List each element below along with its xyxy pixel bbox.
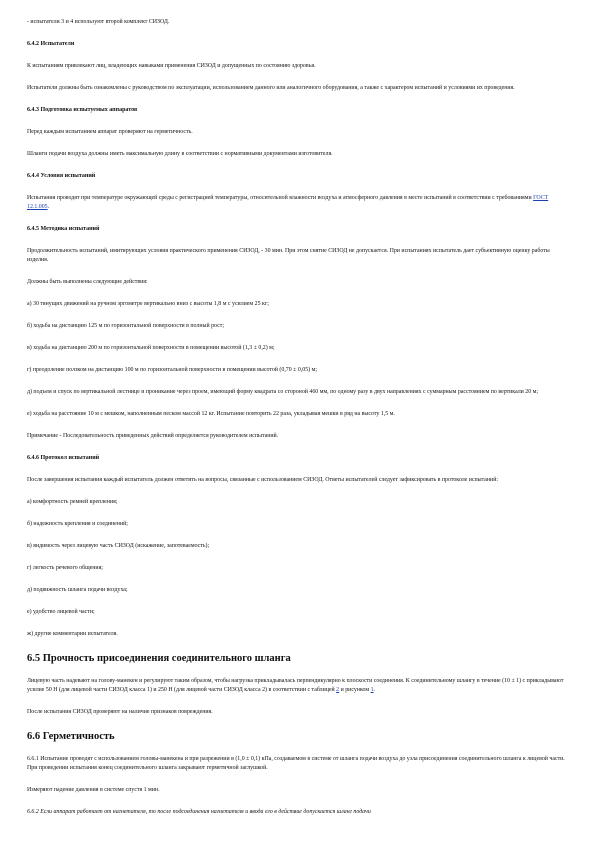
list-item: в) ходьба на дистанцию 200 м по горизонтальной поверхности в помещении высотой (1,3 ± 0,2) м; [27,345,275,351]
paragraph-end: . [373,687,375,693]
document-page [0,18,595,860]
section-heading-6-4-6: 6.4.6 Протокол испытаний [27,455,100,461]
intro-paragraph: - испытатели 3 и 4 используют второй комплект СИЗОД. [27,19,170,25]
paragraph [27,194,567,212]
paragraph-text: Лицевую часть надевают на голову-манекен и регулируют таким образом, чтобы нагрузка прикладывалась перпендикулярно к плоскости соединения. К соединительному шлангу в течение (10 ± 1) с прикладывают усилие 50 Н (для лицевой части СИЗОД класса 1) и 250 Н (для лицевой части СИЗОД класса 2) в соответствии с таблицей [27,678,564,693]
note-paragraph: Примечание - Последовательность приведенных действий определяется руководителем испытаний. [27,433,279,439]
list-item: ж) другие комментарии испытателя. [27,631,118,637]
gost-link[interactable]: ГОСТ 12.1.005 [27,195,549,210]
list-item: д) подвижность шланга подачи воздуха; [27,587,128,593]
list-item: д) подъем и спуск по вертикальной лестнице и проникание через проем, имеющий форму квадрата со стороной 460 мм, по одному разу в двух направлениях с суммарным расстоянием по вертикали 20 м; [27,389,539,395]
section-heading-6-4-4: 6.4.4 Условия испытаний [27,173,96,179]
paragraph: Измеряют падение давления в системе спустя 1 мин. [27,787,160,793]
paragraph [27,677,567,695]
paragraph-text: Испытания проводят при температуре окружающей среды с регистрацией температуры, относительной влажности воздуха и атмосферного давления в месте испытаний в соответствии с требованиями [27,195,534,201]
list-item: г) преодоление ползком на дистанцию 100 м по горизонтальной поверхности в помещении высотой (0,70 ± 0,05) м; [27,367,317,373]
paragraph: После испытания СИЗОД проверяют на наличие признаков повреждения. [27,709,213,715]
list-item: б) ходьба на дистанцию 125 м по горизонтальной поверхности в полный рост; [27,323,224,329]
list-item: е) ходьба на расстояние 10 м с мешком, наполненным песком массой 12 кг. Испытание повторить 22 раза, укладывая мешки в ряд на высоту 1,5 м. [27,411,395,417]
paragraph: Шланги подачи воздуха должны иметь максимальную длину в соответствии с нормативными документами изготовителя. [27,151,333,157]
table-2-link[interactable]: 2 [336,687,340,693]
list-item: г) легкость речевого общения; [27,565,103,571]
section-heading-6-5: 6.5 Прочность присоединения соединительного шланга [27,653,291,664]
list-item: в) видимость через лицевую часть СИЗОД (искажение, запотеваемость); [27,543,210,549]
paragraph: К испытаниям привлекают лиц, владеющих навыками применения СИЗОД и допущенных по состоянию здоровья. [27,63,316,69]
section-heading-6-4-5: 6.4.5 Методика испытаний [27,226,100,232]
list-item: а) комфортность ремней крепления; [27,499,118,505]
paragraph-end: . [47,204,50,210]
paragraph-cut-off: 6.6.2 Если аппарат работает от нагнетателя, то после подсоединения нагнетателя и ввода его в действие допускается шланг подачи [27,809,371,815]
section-heading-6-4-3: 6.4.3 Подготовка испытуемых аппаратов [27,107,138,113]
paragraph: После завершения испытания каждый испытатель должен ответить на вопросы, связанные с использованием СИЗОД. Ответы испытателей следует зафиксировать в протоколе испытаний: [27,477,498,483]
paragraph: Испытатели должны быть ознакомлены с руководством по эксплуатации, использованием данного или аналогичного оборудования, а также с характером испытаний и условиями их проведения. [27,85,515,91]
paragraph-text: и рисунком [339,687,371,693]
list-item: е) удобство лицевой части; [27,609,95,615]
paragraph: Должны быть выполнены следующие действия: [27,279,148,285]
paragraph: 6.6.1 Испытание проводят с использованием головы-манекена и при разрежении в (1,0 ± 0,1) кПа, создаваемом в системе от шланга подачи воздуха до узла присоединения соединительного шланга к лицевой части. При проведении испытания конец соединительного шланга закрывают герметичной заглушкой. [27,756,565,771]
section-heading-6-6: 6.6 Герметичность [27,731,115,742]
section-heading-6-4-2: 6.4.2 Испытатели [27,41,75,47]
list-item: б) надежность крепления и соединений; [27,521,128,527]
paragraph: Перед каждым испытанием аппарат проверяют на герметичность. [27,129,193,135]
paragraph: Продолжительность испытаний, имитирующих условия практического применения СИЗОД, - 30 мин. При этом снятие СИЗОД не допускается. При испытаниях испытатель дает субъективную оценку работы изделия. [27,248,550,263]
figure-1-link[interactable]: 1 [370,687,374,693]
list-item: а) 30 тянущих движений на ручном эргометре вертикально вниз с высоты 1,8 м с усилием 25 кг; [27,301,269,307]
